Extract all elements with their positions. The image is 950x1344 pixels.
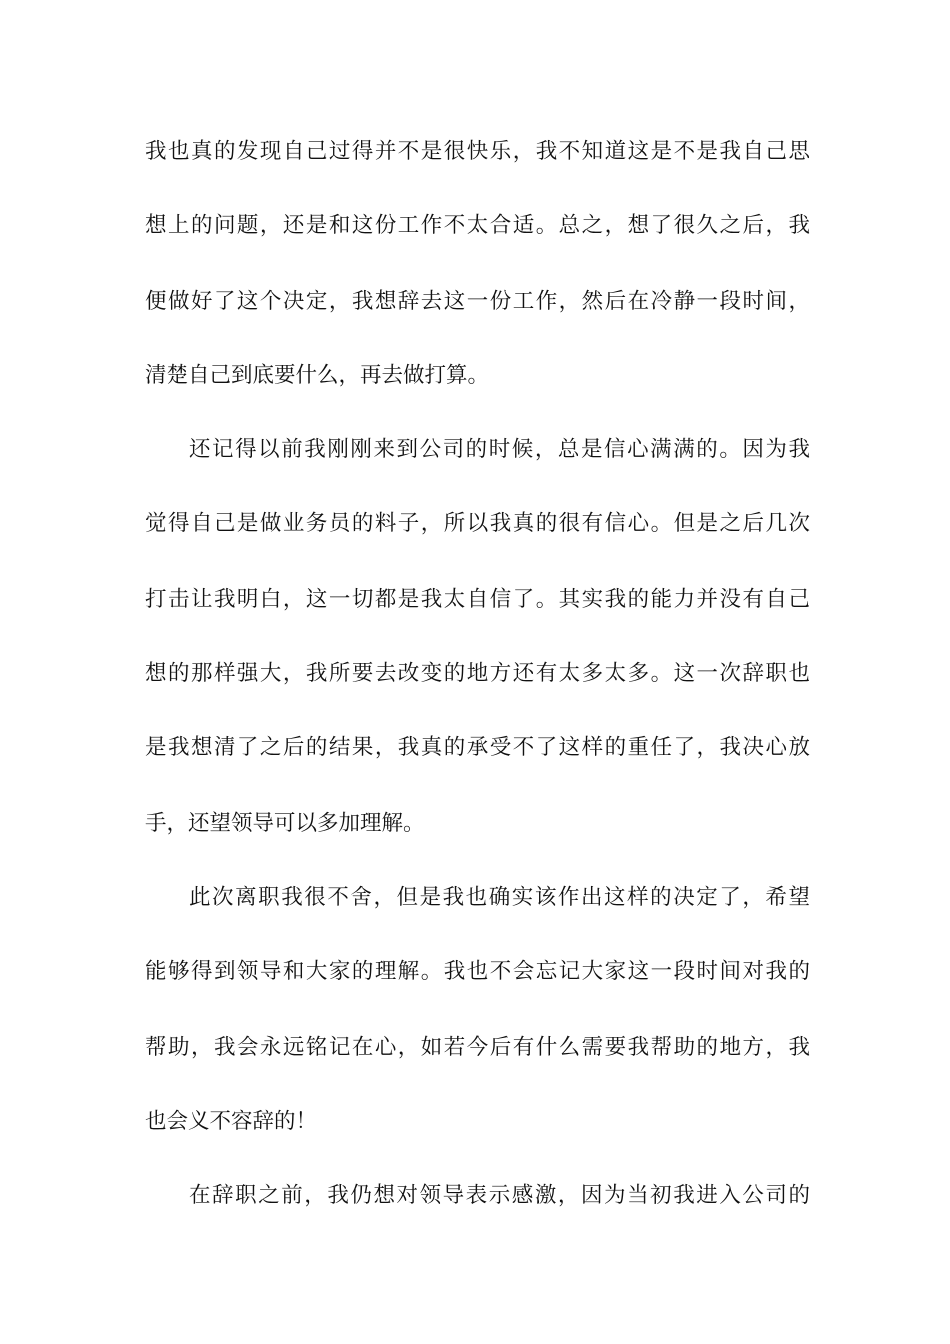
text-line: 此次离职我很不舍，但是我也确实该作出这样的决定了，希望 xyxy=(189,885,810,910)
text-line: 是我想清了之后的结果，我真的承受不了这样的重任了，我决心放 xyxy=(145,735,810,760)
text-line: 想上的问题，还是和这份工作不太合适。总之，想了很久之后，我 xyxy=(145,213,810,238)
text-line: 想的那样强大，我所要去改变的地方还有太多太多。这一次辞职也 xyxy=(145,661,810,686)
text-line: 也会义不容辞的！ xyxy=(145,1109,318,1134)
text-line: 能够得到领导和大家的理解。我也不会忘记大家这一段时间对我的 xyxy=(145,959,810,984)
text-line: 觉得自己是做业务员的料子，所以我真的很有信心。但是之后几次 xyxy=(145,511,810,536)
text-line: 还记得以前我刚刚来到公司的时候，总是信心满满的。因为我 xyxy=(189,437,810,462)
text-line: 我也真的发现自己过得并不是很快乐，我不知道这是不是我自己思 xyxy=(145,139,810,164)
text-line: 帮助，我会永远铭记在心，如若今后有什么需要我帮助的地方，我 xyxy=(145,1035,810,1060)
text-line: 在辞职之前，我仍想对领导表示感激，因为当初我进入公司的 xyxy=(189,1183,810,1208)
text-line: 打击让我明白，这一切都是我太自信了。其实我的能力并没有自己 xyxy=(145,587,810,612)
text-line: 便做好了这个决定，我想辞去这一份工作，然后在冷静一段时间， xyxy=(145,289,810,314)
text-line: 清楚自己到底要什么，再去做打算。 xyxy=(145,363,490,388)
text-line: 手，还望领导可以多加理解。 xyxy=(145,811,425,836)
